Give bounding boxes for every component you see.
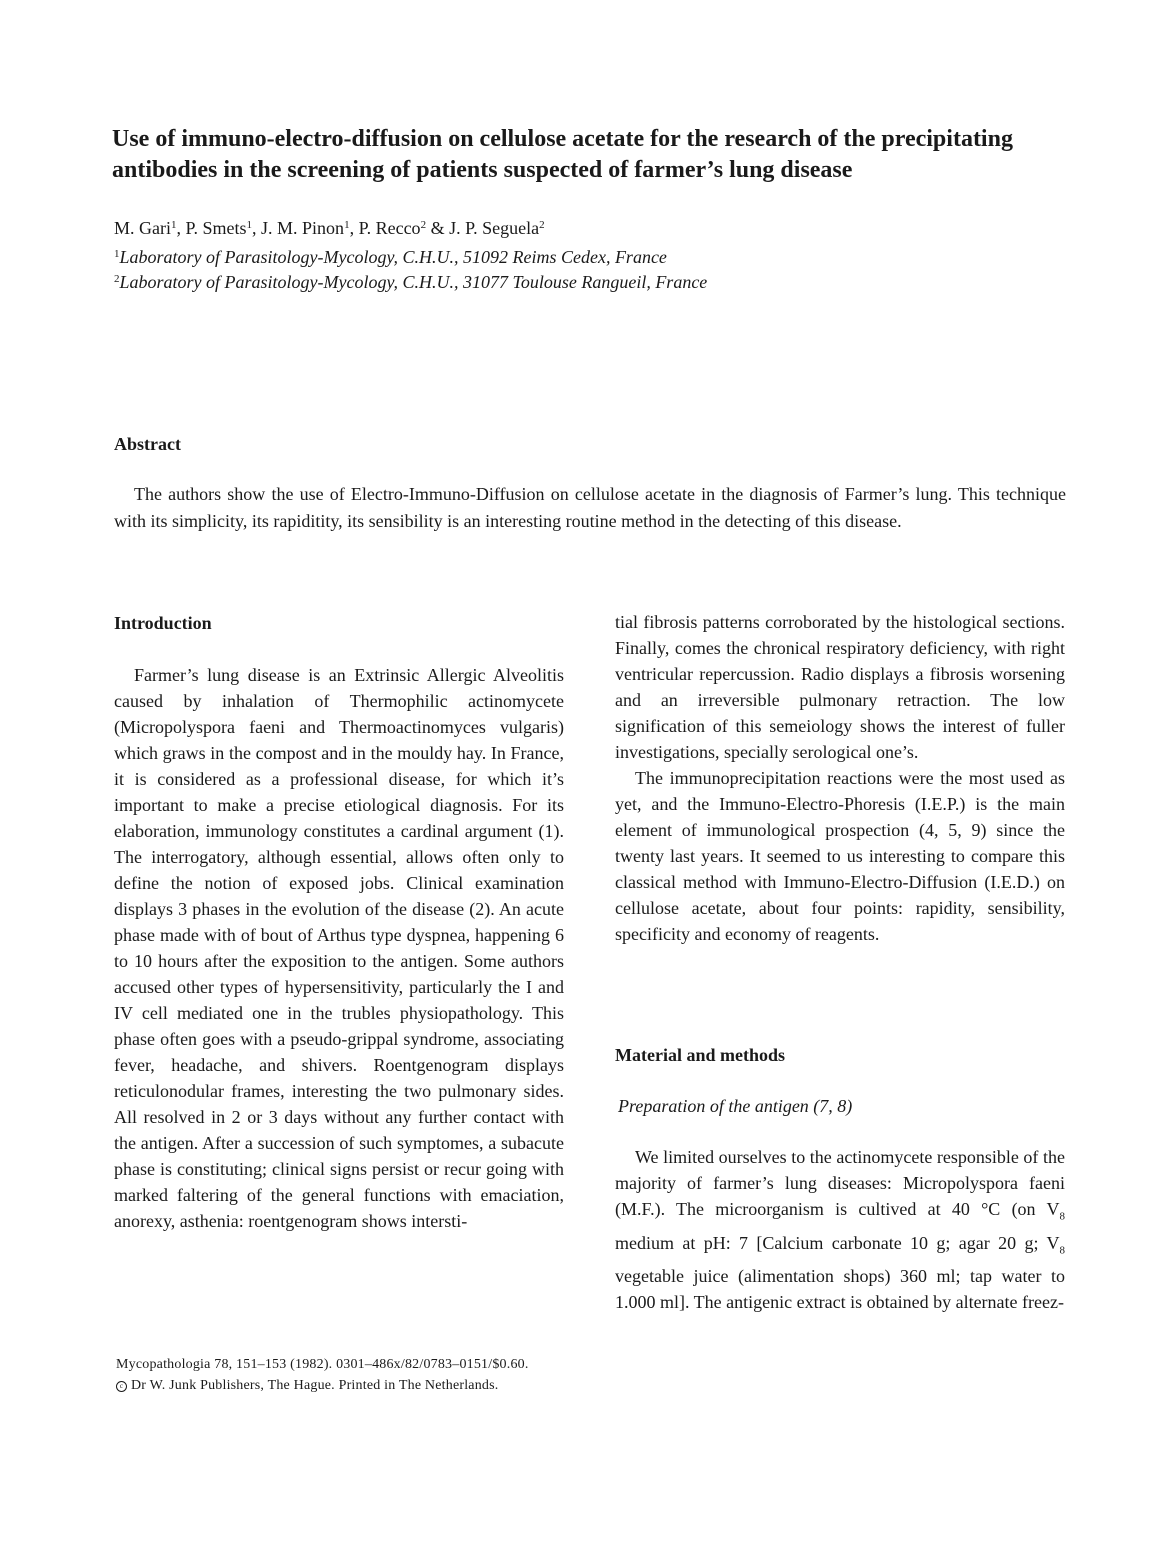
introduction-paragraph: The immunoprecipitation reactions were the most used as yet, and the Immuno-Electro-Phoresis (I.E.P.) is the main element of immunological prospection (4, 5, 9) since the twenty last years. It seemed to us interesting to compare this classical method with Immuno-Electro-Diffusion (I.E.D.) on cellulose acetate, about four points: rapidity, sensibility, specificity and economy of reagents. [615,768,1065,944]
abstract-text: The authors show the use of Electro-Immuno-Diffusion on cellulose acetate in the diagnosis of Farmer’s lung. This technique with its simplicity, its rapiditity, its sensibility is an interesting routine method in the detecting of this disease. [114,484,1066,531]
affiliation-text: Laboratory of Parasitology-Mycology, C.H.U., 51092 Reims Cedex, France [119,247,667,267]
subscript: 8 [1059,1210,1065,1223]
author-list [114,216,545,240]
affiliation-1 [114,242,667,269]
methods-text: medium at pH: 7 [Calcium carbonate 10 g; agar 20 g; V [615,1232,1060,1253]
author-affiliation-mark: 1 [344,219,350,231]
author-name: J. M. Pinon [261,218,345,238]
subscript: 8 [1059,1244,1065,1257]
author-separator: & [426,218,450,238]
abstract-heading: Abstract [114,434,181,454]
publisher-text: Dr W. Junk Publishers, The Hague. Printed in The Netherlands. [131,1378,499,1393]
left-column [114,662,564,1234]
methods-text: We limited ourselves to the actinomycete responsible of the majority of farmer’s lung diseases: Micropolyspora faeni (M.F.). The microorganism is cultived at 40 °C (on V [615,1147,1065,1219]
author-name: P. Recco [358,218,421,238]
affiliation-2 [114,267,707,294]
introduction-paragraph: Farmer’s lung disease is an Extrinsic Allergic Alveolitis caused by inhalation of Thermophilic actinomycete (Micropolyspora faeni and Thermoactinomyces vulgaris) which graws in the compost and in the mouldy hay. In France, it is considered as a professional disease, for which it’s important to make a precise etiological diagnosis. For its elaboration, immunology constitutes a cardinal argument (1). The interrogatory, although essential, allows often only to define the notion of exposed jobs. Clinical examination displays 3 phases in the evolution of the disease (2). An acute phase made with of bout of Arthus type dyspnea, happening 6 to 10 hours after the exposition to the antigen. Some authors accused other types of hypersensitivity, particularly the I and IV cell mediated one in the trubles physiopathology. This phase often goes with a pseudo-grippal syndrome, associating fever, headache, and shivers. Roentgenogram displays reticulonodular frames, interesting the two pulmonary sides. All resolved in 2 or 3 days without any further contact with the antigen. After a succession of such symptomes, a subacute phase is constituting; clinical signs persist or recur going with marked faltering of the general functions with emaciation, anorexy, asthenia: roentgenogram shows intersti- [114,665,564,1231]
publisher-line [116,1375,529,1396]
page-footer [116,1354,529,1396]
methods-text: vegetable juice (alimentation shops) 360 ml; tap water to 1.000 ml]. The antigenic extract is obtained by alternate freez- [615,1266,1065,1313]
copyright-icon: c [116,1381,127,1392]
author-name: J. P. Seguela [449,218,540,238]
methods-heading: Material and methods [615,1045,785,1065]
methods-paragraph [615,1144,1065,1315]
methods-subheading: Preparation of the antigen (7, 8) [618,1096,853,1116]
author-affiliation-mark: 2 [420,219,427,231]
methods-column [615,1144,1065,1315]
author-separator: , [349,218,359,238]
author-name: M. Gari [114,218,171,238]
author-separator: , [176,218,186,238]
author-affiliation-mark: 1 [246,219,253,231]
affiliation-number: 2 [114,273,120,285]
author-affiliation-mark: 1 [171,219,177,231]
affiliation-number: 1 [114,248,120,260]
affiliation-text: Laboratory of Parasitology-Mycology, C.H.U., 31077 Toulouse Rangueil, France [119,272,708,292]
author-affiliation-mark: 2 [539,219,545,231]
author-separator: , [252,218,262,238]
introduction-paragraph-continued: tial fibrosis patterns corroborated by the histological sections. Finally, comes the chronical respiratory deficiency, with right ventricular repercussion. Radio displays a fibrosis worsening and an irreversible pulmonary retraction. The low signification of this semeiology shows the interest of fuller investigations, specially serological one’s. [615,612,1065,762]
introduction-heading: Introduction [114,613,212,633]
right-column [615,609,1065,947]
citation-line: Mycopathologia 78, 151–153 (1982). 0301–486x/82/0783–0151/$0.60. [116,1357,529,1372]
paper-title: Use of immuno-electro-diffusion on cellulose acetate for the research of the precipitating antibodies in the screening of patients suspected of farmer’s lung disease [112,126,1013,183]
author-name: P. Smets [185,218,247,238]
